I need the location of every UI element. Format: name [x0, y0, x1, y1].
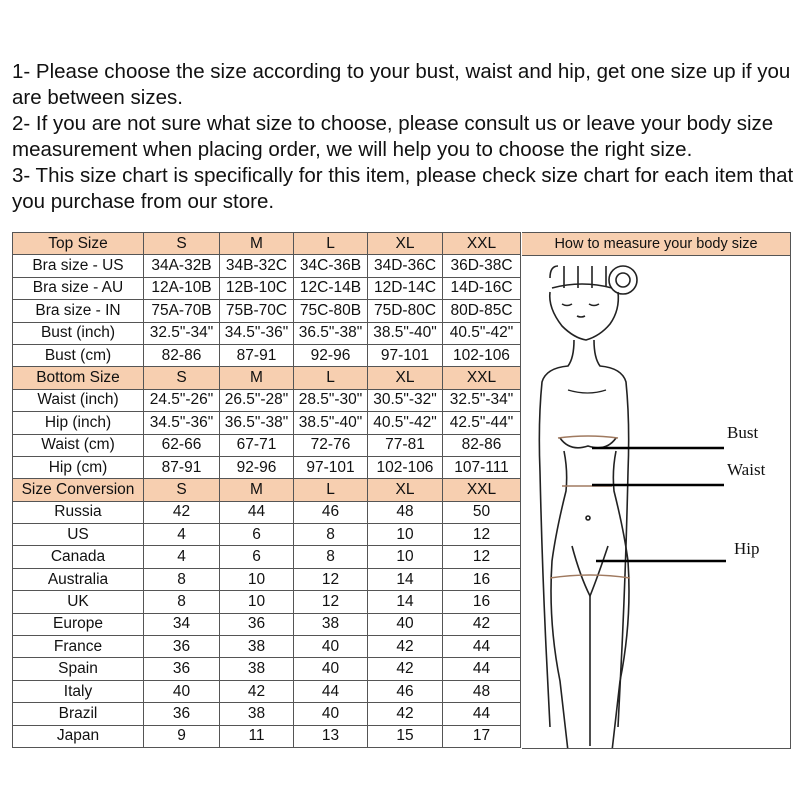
table-cell: 40 — [294, 703, 368, 725]
table-cell: 67-71 — [220, 434, 294, 456]
table-cell: 26.5"-28" — [220, 389, 294, 411]
measure-panel-title: How to measure your body size — [522, 233, 790, 256]
table-cell: 44 — [443, 658, 521, 680]
table-row — [13, 524, 521, 546]
table-cell: 40 — [294, 658, 368, 680]
table-cell: 42 — [368, 658, 443, 680]
table-cell: 11 — [220, 725, 294, 747]
body-figure-illustration — [522, 256, 790, 748]
table-cell: 34C-36B — [294, 255, 368, 277]
row-label: Japan — [13, 725, 144, 747]
row-label: Brazil — [13, 703, 144, 725]
row-label: Europe — [13, 613, 144, 635]
size-chart-table — [12, 232, 521, 748]
table-cell: 28.5"-30" — [294, 389, 368, 411]
row-label: UK — [13, 591, 144, 613]
table-cell: 4 — [144, 546, 220, 568]
table-row — [13, 680, 521, 702]
table-row — [13, 501, 521, 523]
table-cell: 14 — [368, 591, 443, 613]
table-cell: 75C-80B — [294, 300, 368, 322]
table-row — [13, 725, 521, 747]
table-cell: M — [220, 367, 294, 389]
table-cell: 38.5"-40" — [294, 412, 368, 434]
row-label: Hip (inch) — [13, 412, 144, 434]
table-cell: XXL — [443, 367, 521, 389]
table-cell: 12 — [294, 568, 368, 590]
table-cell: 38 — [294, 613, 368, 635]
table-cell: 9 — [144, 725, 220, 747]
table-cell: 42 — [368, 703, 443, 725]
table-cell: 38.5"-40" — [368, 322, 443, 344]
bust-label: Bust — [727, 423, 759, 442]
row-label: France — [13, 636, 144, 658]
table-cell: 6 — [220, 546, 294, 568]
table-cell: 48 — [368, 501, 443, 523]
table-row — [13, 434, 521, 456]
table-cell: 14 — [368, 568, 443, 590]
table-row — [13, 300, 521, 322]
table-cell: 62-66 — [144, 434, 220, 456]
row-label: Australia — [13, 568, 144, 590]
table-cell: 36 — [220, 613, 294, 635]
row-label: Bra size - AU — [13, 277, 144, 299]
table-cell: 102-106 — [368, 456, 443, 478]
table-cell: 34.5"-36" — [144, 412, 220, 434]
table-cell: 44 — [220, 501, 294, 523]
table-cell: 12 — [294, 591, 368, 613]
table-cell: 82-86 — [443, 434, 521, 456]
table-cell: 92-96 — [220, 456, 294, 478]
table-cell: 48 — [443, 680, 521, 702]
row-label: Russia — [13, 501, 144, 523]
row-label: Spain — [13, 658, 144, 680]
table-cell: 16 — [443, 568, 521, 590]
table-cell: 38 — [220, 636, 294, 658]
table-cell: 75D-80C — [368, 300, 443, 322]
table-cell: 30.5"-32" — [368, 389, 443, 411]
table-cell: 46 — [294, 501, 368, 523]
table-row — [13, 277, 521, 299]
row-label: US — [13, 524, 144, 546]
table-cell: 87-91 — [220, 344, 294, 366]
row-label: Bra size - US — [13, 255, 144, 277]
table-cell: 24.5"-26" — [144, 389, 220, 411]
table-cell: S — [144, 233, 220, 255]
table-row — [13, 255, 521, 277]
table-cell: 36 — [144, 703, 220, 725]
table-row — [13, 591, 521, 613]
table-cell: 4 — [144, 524, 220, 546]
row-label: Bust (inch) — [13, 322, 144, 344]
table-cell: 14D-16C — [443, 277, 521, 299]
table-cell: 75A-70B — [144, 300, 220, 322]
table-cell: 40 — [368, 613, 443, 635]
table-cell: 15 — [368, 725, 443, 747]
table-row — [13, 546, 521, 568]
table-cell: XL — [368, 367, 443, 389]
table-cell: 72-76 — [294, 434, 368, 456]
table-cell: 12 — [443, 524, 521, 546]
table-row — [13, 322, 521, 344]
table-cell: 44 — [443, 636, 521, 658]
table-cell: 6 — [220, 524, 294, 546]
table-cell: 12A-10B — [144, 277, 220, 299]
table-cell: 40 — [144, 680, 220, 702]
row-label: Canada — [13, 546, 144, 568]
row-label: Bottom Size — [13, 367, 144, 389]
table-cell: 36.5"-38" — [294, 322, 368, 344]
table-cell: S — [144, 367, 220, 389]
table-cell: 12B-10C — [220, 277, 294, 299]
table-cell: 34D-36C — [368, 255, 443, 277]
table-row — [13, 344, 521, 366]
table-cell: 42 — [144, 501, 220, 523]
waist-label: Waist — [727, 460, 766, 479]
table-row — [13, 412, 521, 434]
table-cell: 42 — [443, 613, 521, 635]
instruction-2: 2- If you are not sure what size to choose, please consult us or leave your body size measurement when placing order, we will help you to choose the right size. — [12, 112, 774, 161]
table-cell: 8 — [294, 524, 368, 546]
table-cell: XXL — [443, 479, 521, 501]
section-header-row — [13, 479, 521, 501]
table-row — [13, 636, 521, 658]
table-cell: XXL — [443, 233, 521, 255]
table-cell: 42 — [220, 680, 294, 702]
table-cell: XL — [368, 233, 443, 255]
table-cell: L — [294, 367, 368, 389]
row-label: Bust (cm) — [13, 344, 144, 366]
table-cell: 16 — [443, 591, 521, 613]
table-cell: 42.5"-44" — [443, 412, 521, 434]
table-cell: 12D-14C — [368, 277, 443, 299]
instruction-1: 1- Please choose the size according to your bust, waist and hip, get one size up if you are between sizes. — [12, 60, 791, 109]
table-cell: 50 — [443, 501, 521, 523]
table-cell: 8 — [144, 591, 220, 613]
table-cell: 40.5"-42" — [368, 412, 443, 434]
table-cell: 77-81 — [368, 434, 443, 456]
table-cell: 40.5"-42" — [443, 322, 521, 344]
table-cell: 92-96 — [294, 344, 368, 366]
table-cell: M — [220, 479, 294, 501]
table-row — [13, 613, 521, 635]
row-label: Bra size - IN — [13, 300, 144, 322]
table-cell: 97-101 — [294, 456, 368, 478]
section-header-row — [13, 367, 521, 389]
instruction-3: 3- This size chart is specifically for this item, please check size chart for each item that you purchase from our store. — [12, 164, 794, 213]
row-label: Waist (inch) — [13, 389, 144, 411]
row-label: Waist (cm) — [13, 434, 144, 456]
table-cell: 102-106 — [443, 344, 521, 366]
row-label: Italy — [13, 680, 144, 702]
table-cell: 8 — [144, 568, 220, 590]
instructions — [12, 59, 797, 215]
table-cell: 36 — [144, 658, 220, 680]
table-cell: 34A-32B — [144, 255, 220, 277]
table-cell: 80D-85C — [443, 300, 521, 322]
table-cell: 87-91 — [144, 456, 220, 478]
table-cell: 32.5"-34" — [443, 389, 521, 411]
table-cell: 82-86 — [144, 344, 220, 366]
table-cell: 10 — [368, 524, 443, 546]
table-row — [13, 703, 521, 725]
table-cell: 36D-38C — [443, 255, 521, 277]
table-cell: 34B-32C — [220, 255, 294, 277]
hip-label: Hip — [734, 539, 760, 558]
table-cell: 38 — [220, 703, 294, 725]
row-label: Hip (cm) — [13, 456, 144, 478]
table-cell: 75B-70C — [220, 300, 294, 322]
table-cell: S — [144, 479, 220, 501]
table-cell: 46 — [368, 680, 443, 702]
measure-panel — [522, 232, 791, 749]
table-cell: 13 — [294, 725, 368, 747]
table-cell: 10 — [368, 546, 443, 568]
row-label: Size Conversion — [13, 479, 144, 501]
table-cell: 38 — [220, 658, 294, 680]
table-cell: 34 — [144, 613, 220, 635]
row-label: Top Size — [13, 233, 144, 255]
table-cell: M — [220, 233, 294, 255]
table-cell: 36 — [144, 636, 220, 658]
table-cell: 97-101 — [368, 344, 443, 366]
table-cell: XL — [368, 479, 443, 501]
table-cell: L — [294, 233, 368, 255]
table-cell: L — [294, 479, 368, 501]
table-cell: 32.5"-34" — [144, 322, 220, 344]
table-cell: 44 — [443, 703, 521, 725]
table-cell: 12C-14B — [294, 277, 368, 299]
table-cell: 17 — [443, 725, 521, 747]
table-row — [13, 456, 521, 478]
table-cell: 12 — [443, 546, 521, 568]
table-cell: 42 — [368, 636, 443, 658]
table-row — [13, 389, 521, 411]
table-cell: 36.5"-38" — [220, 412, 294, 434]
table-row — [13, 658, 521, 680]
table-cell: 8 — [294, 546, 368, 568]
table-cell: 10 — [220, 591, 294, 613]
table-row — [13, 568, 521, 590]
table-cell: 107-111 — [443, 456, 521, 478]
table-cell: 10 — [220, 568, 294, 590]
table-cell: 44 — [294, 680, 368, 702]
table-cell: 34.5"-36" — [220, 322, 294, 344]
table-cell: 40 — [294, 636, 368, 658]
section-header-row — [13, 233, 521, 255]
